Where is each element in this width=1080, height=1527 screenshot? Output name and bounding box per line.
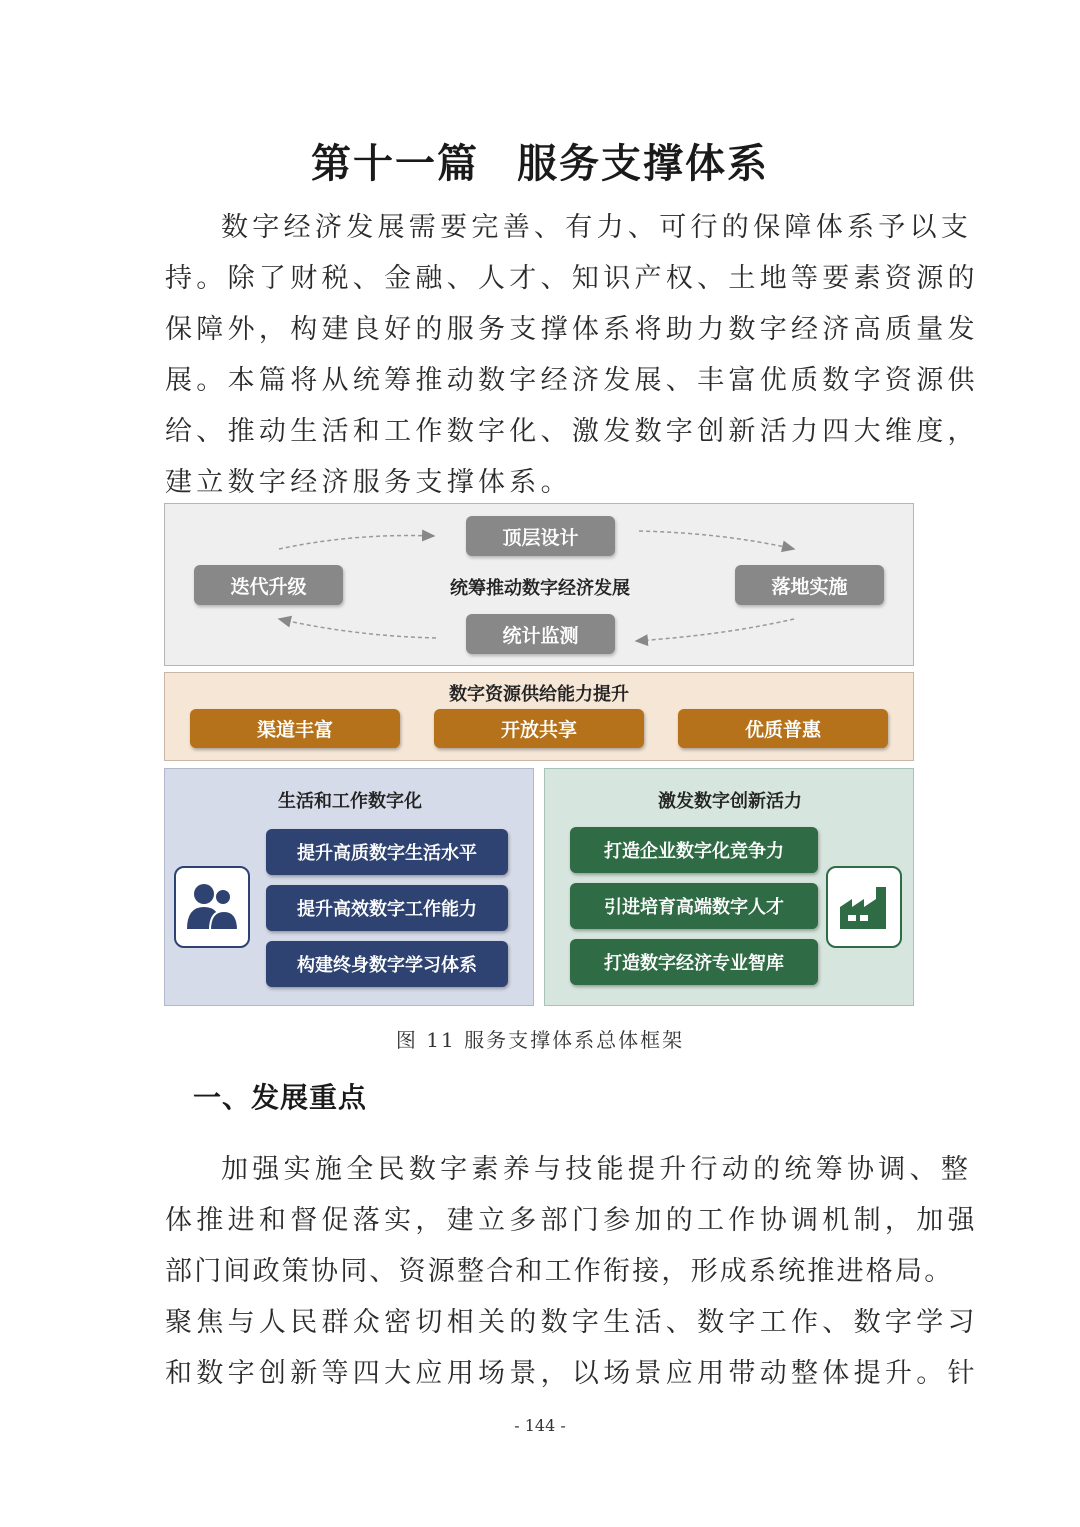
intro-paragraph bbox=[165, 202, 979, 508]
figure-caption: 图 11 服务支撑体系总体框架 bbox=[395, 1028, 685, 1052]
innovation-item: 引进培育高端数字人才 bbox=[570, 883, 818, 929]
supply-item: 渠道丰富 bbox=[190, 709, 400, 748]
text-line: 部门间政策协同、资源整合和工作衔接，形成系统推进格局。 bbox=[165, 1256, 954, 1287]
arrow-top-to-right bbox=[639, 531, 794, 549]
cycle-bottom-box: 统计监测 bbox=[466, 614, 615, 654]
text-line: 给、推动生活和工作数字化、激发数字创新活力四大维度， bbox=[165, 416, 979, 447]
text-line: 持。除了财税、金融、人才、知识产权、土地等要素资源的 bbox=[165, 263, 979, 294]
cycle-top-box: 顶层设计 bbox=[466, 516, 615, 556]
part-title: 服务支撑体系 bbox=[517, 141, 769, 187]
text-line: 展。本篇将从统筹推动数字经济发展、丰富优质数字资源供 bbox=[165, 365, 979, 396]
life-item: 提升高效数字工作能力 bbox=[266, 885, 508, 931]
text-line: 体推进和督促落实，建立多部门参加的工作协调机制，加强 bbox=[165, 1205, 979, 1236]
section-heading: 一、发展重点 bbox=[193, 1081, 368, 1114]
cycle-right-box: 落地实施 bbox=[735, 565, 884, 605]
cycle-center-label: 统筹推动数字经济发展 bbox=[450, 578, 630, 599]
supply-item: 优质普惠 bbox=[678, 709, 888, 748]
part-label: 第十一篇 bbox=[311, 141, 479, 187]
innovation-title: 激发数字创新活力 bbox=[658, 791, 802, 812]
supply-item: 开放共享 bbox=[434, 709, 644, 748]
text-line: 数字经济发展需要完善、有力、可行的保障体系予以支 bbox=[221, 212, 973, 243]
body-paragraph bbox=[165, 1144, 979, 1399]
page-title bbox=[0, 132, 1080, 189]
life-work-title: 生活和工作数字化 bbox=[278, 791, 422, 812]
cycle-left-box: 迭代升级 bbox=[194, 565, 343, 605]
page-number: - 144 - bbox=[514, 1416, 566, 1435]
text-line: 加强实施全民数字素养与技能提升行动的统筹协调、整 bbox=[221, 1154, 973, 1185]
factory-icon bbox=[826, 866, 902, 948]
text-line: 和数字创新等四大应用场景，以场景应用带动整体提升。针 bbox=[165, 1358, 979, 1389]
text-line: 聚焦与人民群众密切相关的数字生活、数字工作、数字学习 bbox=[165, 1307, 979, 1338]
innovation-item: 打造企业数字化竞争力 bbox=[570, 827, 818, 873]
arrow-right-to-bottom bbox=[636, 619, 794, 641]
life-item: 构建终身数字学习体系 bbox=[266, 941, 508, 987]
text-line: 建立数字经济服务支撑体系。 bbox=[165, 467, 572, 498]
life-item: 提升高质数字生活水平 bbox=[266, 829, 508, 875]
arrow-left-to-top bbox=[279, 536, 434, 549]
innovation-item: 打造数字经济专业智库 bbox=[570, 939, 818, 985]
supply-title: 数字资源供给能力提升 bbox=[449, 684, 629, 705]
arrow-bottom-to-left bbox=[279, 619, 436, 638]
people-icon bbox=[174, 866, 250, 948]
text-line: 保障外，构建良好的服务支撑体系将助力数字经济高质量发 bbox=[165, 314, 979, 345]
